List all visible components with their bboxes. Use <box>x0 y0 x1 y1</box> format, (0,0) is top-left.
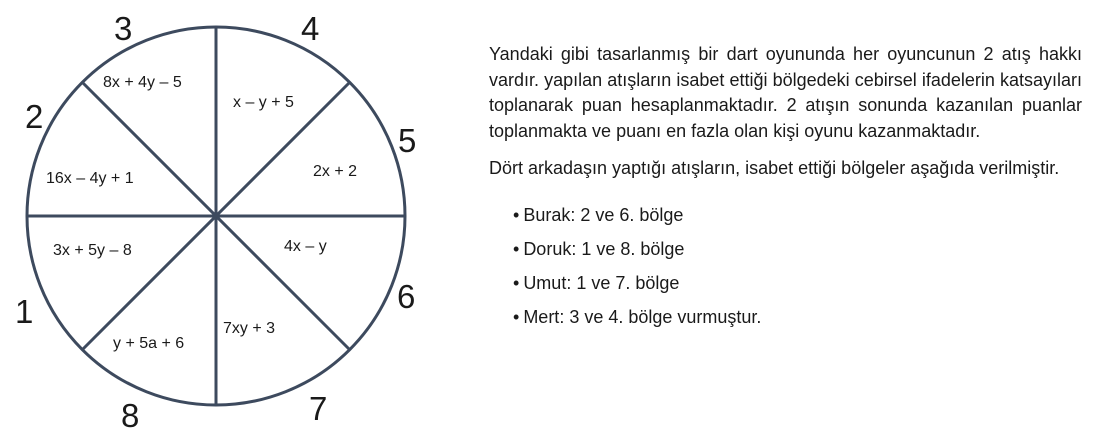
region-2-expression: 16x – 4y + 1 <box>46 170 134 187</box>
region-4-number: 4 <box>301 10 320 47</box>
bullet-icon: • <box>513 238 520 259</box>
list-item <box>513 198 1082 232</box>
region-8-number: 8 <box>121 397 140 434</box>
bullet-icon: • <box>513 204 520 225</box>
bullet-icon: • <box>513 272 520 293</box>
board-lines <box>27 27 405 405</box>
question-text <box>489 42 1082 334</box>
region-7-expression: 7xy + 3 <box>223 320 276 337</box>
region-5-expression: 2x + 2 <box>313 163 358 180</box>
shot-mert: Mert: 3 ve 4. bölge vurmuştur. <box>523 306 762 327</box>
region-2-number: 2 <box>25 98 44 135</box>
shot-burak: Burak: 2 ve 6. bölge <box>523 204 684 225</box>
shot-doruk: Doruk: 1 ve 8. bölge <box>523 238 685 259</box>
shots-list <box>489 198 1082 334</box>
region-6-expression: 4x – y <box>284 238 327 255</box>
region-1-number: 1 <box>15 293 34 330</box>
list-item <box>513 266 1082 300</box>
region-3-number: 3 <box>114 10 133 47</box>
region-1-expression: 3x + 5y – 8 <box>53 242 132 259</box>
list-item <box>513 232 1082 266</box>
bullet-icon: • <box>513 306 520 327</box>
shot-umut: Umut: 1 ve 7. bölge <box>523 272 680 293</box>
region-7-number: 7 <box>309 390 328 427</box>
region-4-expression: x – y + 5 <box>233 94 294 111</box>
dart-board <box>0 0 470 448</box>
region-5-number: 5 <box>398 122 417 159</box>
rules-paragraph: Yandaki gibi tasarlanmış bir dart oyununda her oyuncunun 2 atış hakkı vardır. yapılan atışların isabet ettiği bölgedeki cebirsel ifadelerin katsayıları toplanarak puan hesaplanmaktadır. 2 atışın sonunda kazanılan puanlar toplanmakta ve puanı en fazla olan kişi oyunu kazanmaktadır. <box>489 44 1082 141</box>
region-3-expression: 8x + 4y – 5 <box>103 74 182 91</box>
region-6-number: 6 <box>397 278 416 315</box>
region-8-expression: y + 5a + 6 <box>113 335 185 352</box>
shots-intro-paragraph: Dört arkadaşın yaptığı atışların, isabet ettiği bölgeler aşağıda verilmiştir. <box>489 158 1060 178</box>
list-item <box>513 300 1082 334</box>
